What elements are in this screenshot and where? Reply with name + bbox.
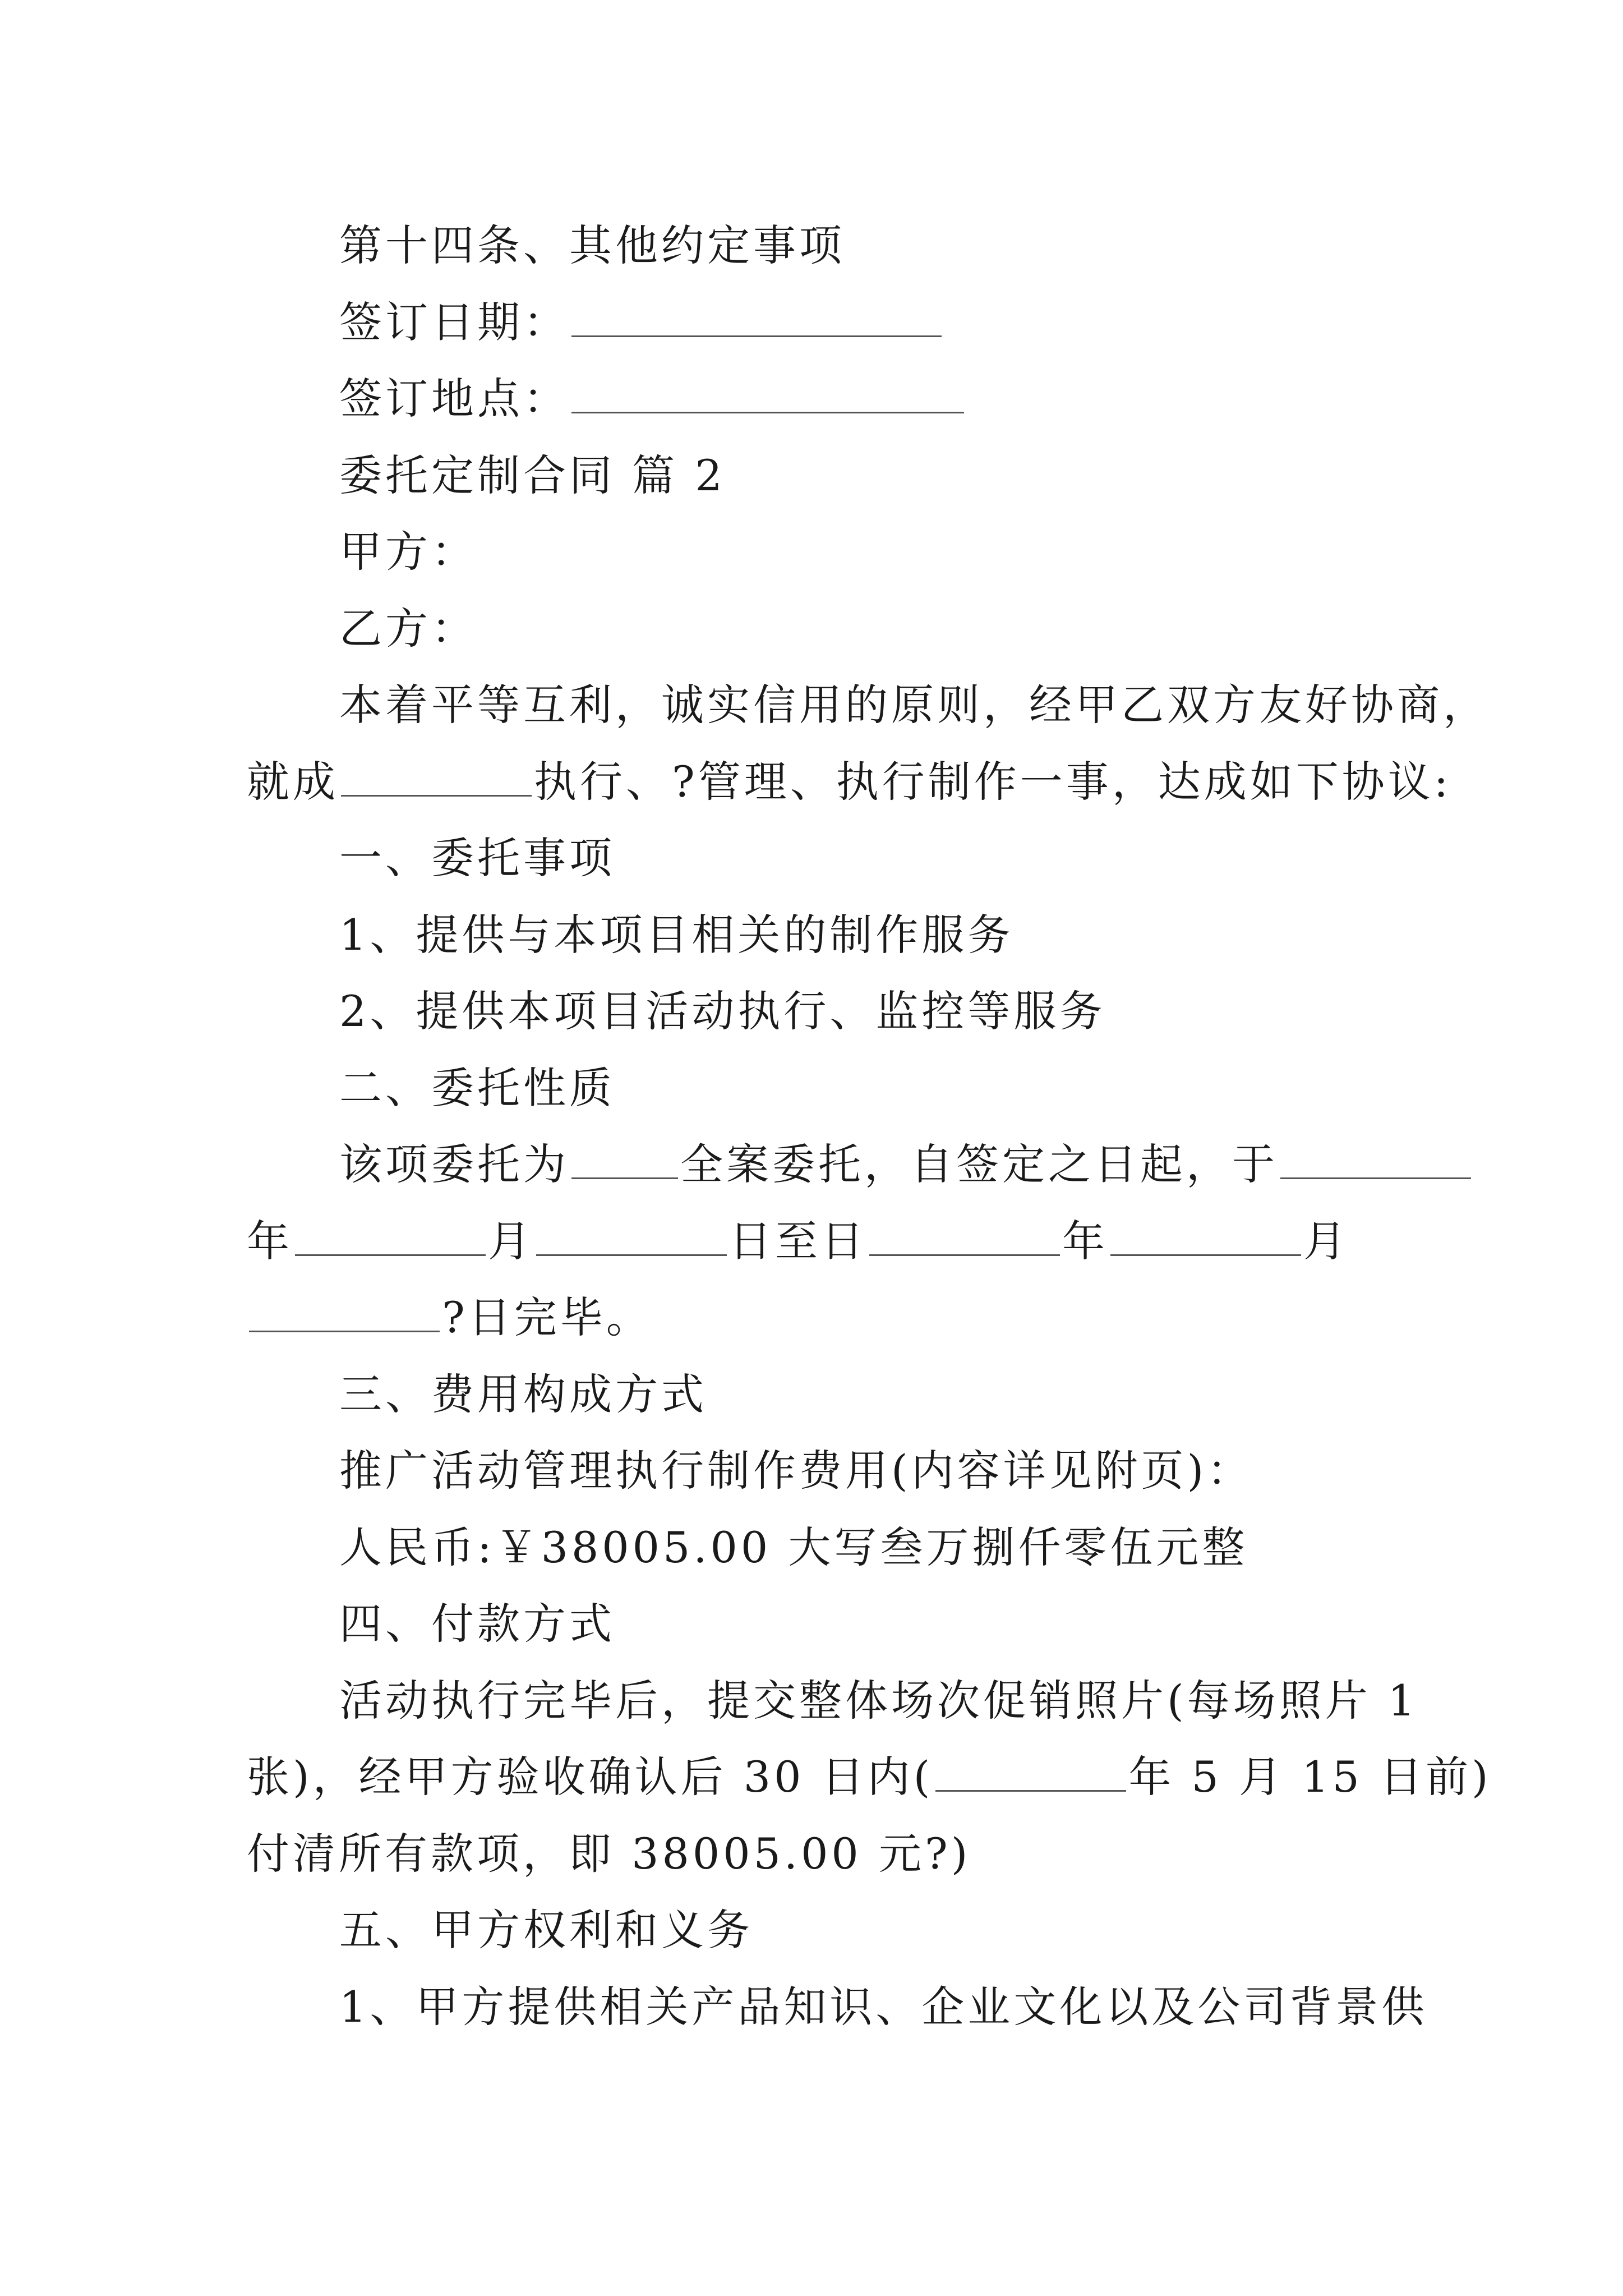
section-1-item-2: 2、提供本项目活动执行、监控等服务 xyxy=(339,986,1106,1036)
preamble-text: 就成 xyxy=(247,756,339,807)
end-month-blank xyxy=(1110,1222,1301,1256)
section-5-heading: 五、甲方权利和义务 xyxy=(339,1905,753,1955)
payment-line-2 xyxy=(247,1739,1492,1816)
section-2-line-2 xyxy=(247,1203,1391,1280)
signing-date-line xyxy=(247,284,1391,361)
contract-title: 委托定制合同 篇 2 xyxy=(339,450,726,500)
section-4-heading: 四、付款方式 xyxy=(339,1599,615,1649)
preamble-line-1: 本着平等互利，诚实信用的原则，经甲乙双方友好协商， xyxy=(339,680,1489,730)
section-1-item-1: 1、提供与本项目相关的制作服务 xyxy=(339,909,1014,960)
clause-14-heading: 第十四条、其他约定事项 xyxy=(339,220,845,270)
paragraph-text: 月 xyxy=(1303,1216,1349,1266)
signing-date-blank xyxy=(571,303,942,337)
signing-place-blank xyxy=(571,379,964,413)
paragraph-text: 月 xyxy=(488,1216,534,1266)
preamble-text: 执行、?管理、执行制作一事，达成如下协议: xyxy=(534,756,1452,807)
paragraph-text: 年 xyxy=(247,1216,293,1266)
section-2-line-1 xyxy=(247,1126,1391,1203)
start-month-blank xyxy=(295,1222,486,1256)
preamble-line-2 xyxy=(247,744,1452,821)
paragraph-text: 年 5 月 15 日前) xyxy=(1128,1752,1492,1802)
paragraph-text: 年 xyxy=(1062,1216,1108,1266)
paragraph-text: 张)，经甲方验收确认后 30 日内( xyxy=(247,1752,934,1802)
payment-line-1: 活动执行完毕后，提交整体场次促销照片(每场照片 1 xyxy=(339,1675,1419,1726)
fee-amount: 人民币:￥38005.00 大写叁万捌仟零伍元整 xyxy=(339,1522,1248,1572)
section-3-heading: 三、费用构成方式 xyxy=(339,1369,707,1419)
paragraph-text: 全案委托，自签定之日起，于 xyxy=(680,1139,1278,1189)
start-day-blank xyxy=(536,1222,727,1256)
payment-line-3: 付清所有款项，即 38005.00 元?) xyxy=(247,1828,971,1879)
party-b-label: 乙方： xyxy=(339,603,477,654)
section-2-line-3 xyxy=(247,1280,1391,1356)
paragraph-text: 日至日 xyxy=(729,1216,867,1266)
start-year-blank xyxy=(1280,1145,1471,1179)
section-5-item-1: 1、甲方提供相关产品知识、企业文化以及公司背景供 xyxy=(339,1981,1428,2032)
signing-place-line xyxy=(247,361,1391,438)
payment-year-blank xyxy=(935,1757,1126,1792)
signing-date-label: 签订日期： xyxy=(339,297,569,347)
project-name-blank xyxy=(341,762,532,797)
section-1-heading: 一、委托事项 xyxy=(339,833,615,883)
paragraph-text: 该项委托为 xyxy=(339,1139,569,1189)
paragraph-text: ?日完毕。 xyxy=(442,1292,652,1342)
signing-place-label: 签订地点： xyxy=(339,374,569,424)
document-page xyxy=(247,208,1492,2045)
entrust-type-blank xyxy=(571,1145,678,1179)
end-day-blank xyxy=(249,1298,440,1332)
end-year-blank xyxy=(869,1222,1060,1256)
section-2-heading: 二、委托性质 xyxy=(339,1062,615,1113)
party-a-label: 甲方： xyxy=(339,527,477,577)
fee-description: 推广活动管理执行制作费用(内容详见附页)： xyxy=(339,1446,1253,1496)
